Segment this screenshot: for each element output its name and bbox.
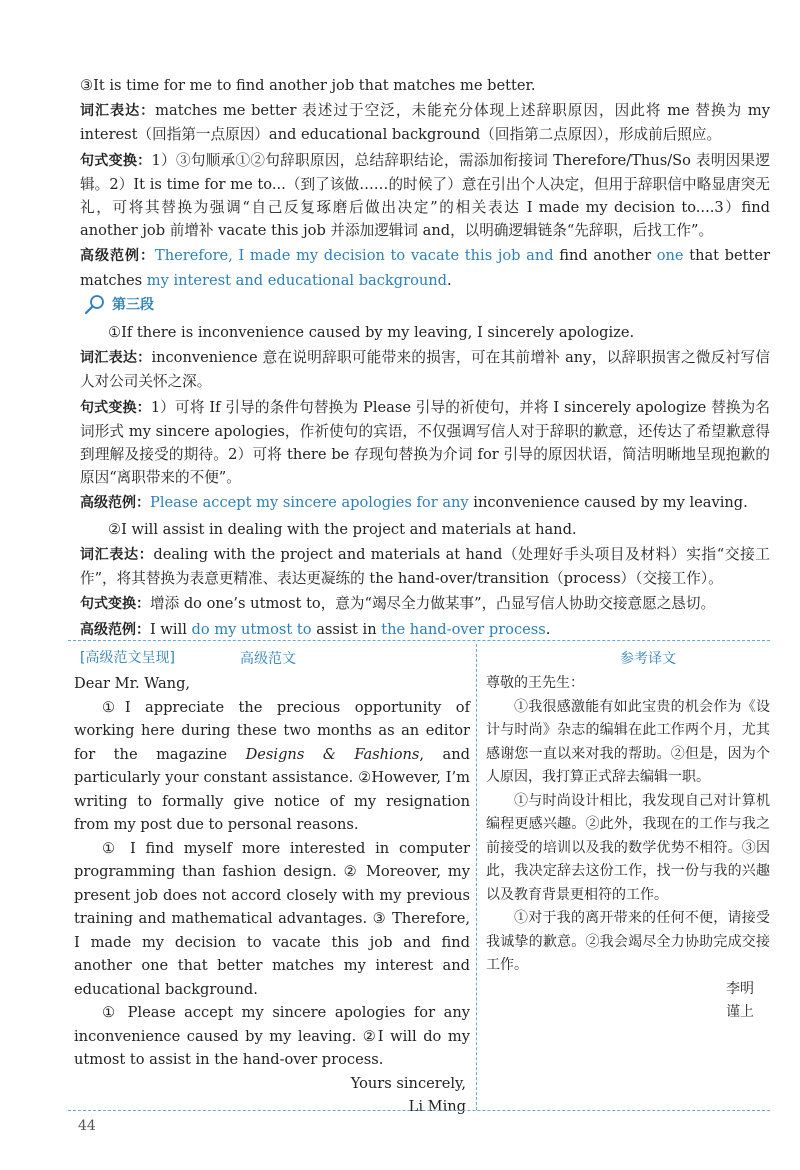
english-letter [74, 672, 470, 1119]
box-top-divider [68, 640, 770, 641]
vocab-text: inconvenience 意在说明辞职可能带来的损害，可在其前增补 any，以辞职损害之微反衬写信人对公司关怀之深。 [80, 349, 771, 391]
translation-greeting: 尊敬的王先生： [486, 675, 584, 691]
example-text: . [545, 621, 551, 639]
chinese-column-heading: 参考译文 [620, 651, 676, 667]
sentence-2: ②I will assist in dealing with the project and materials at hand. [108, 520, 577, 538]
example-highlight: do my utmost to [191, 621, 312, 639]
section-title: 第三段 [112, 296, 154, 313]
letter-closing: Yours sincerely, [350, 1074, 466, 1092]
vocab-label: 词汇表达： [80, 546, 154, 563]
syntax-text: 增添 do one’s utmost to，意为“竭尽全力做某事”，凸显写信人协助交接意愿之恳切。 [150, 595, 716, 613]
example-note [80, 491, 770, 515]
syntax-note [80, 396, 770, 490]
example-highlight: Therefore, I made my decision to vacate this job and [155, 247, 554, 265]
example-text: that better matches [80, 247, 770, 289]
letter-text: , and particularly your constant assistance. ②However, I’m writing to formally give notice of my resignation from my post due to personal reasons. [74, 745, 470, 833]
translation-closing: 谨上 [726, 1004, 754, 1020]
sentence-1: ①If there is inconvenience caused by my leaving, I sincerely apologize. [108, 324, 635, 342]
example-note [80, 244, 770, 291]
example-label: 高级范例： [80, 495, 150, 512]
letter-paragraph-2: ① I find myself more interested in computer programming than fashion design. ② Moreover, my present job does not accord closely with my previous training and mathematical advantages. ③ Therefore, I made my decision to vacate this job and find another one that better matches my interest and educational background. [74, 839, 470, 998]
example-text: find another [553, 247, 657, 265]
syntax-label: 句式变换： [80, 399, 151, 416]
showcase-title: [高级范文呈现] [80, 649, 175, 666]
vocab-label: 词汇表达： [80, 350, 152, 367]
translation-paragraph-1: ①我很感激能有如此宝贵的机会作为《设计与时尚》杂志的编辑在此工作两个月，尤其感谢您一直以来对我的帮助。②但是，因为个人原因，我打算正式辞去编辑一职。 [486, 698, 770, 785]
example-text: . [447, 271, 452, 289]
example-text: inconvenience caused by my leaving. [468, 494, 748, 512]
letter-signature: Li Ming [408, 1098, 466, 1115]
magnifier-icon [84, 294, 106, 316]
syntax-label: 句式变换： [80, 152, 152, 169]
page-number: 44 [78, 1118, 96, 1134]
example-label: 高级范例： [80, 248, 155, 265]
syntax-note [80, 592, 770, 616]
letter-paragraph-3: ① Please accept my sincere apologies for any inconvenience caused by my leaving. ②I will do my utmost to assist in the hand-over process. [74, 1004, 470, 1068]
sentence-3: ③It is time for me to find another job that matches me better. [80, 77, 536, 94]
translation-paragraph-2: ①与时尚设计相比，我发现自己对计算机编程更感兴趣。②此外，我现在的工作与我之前接受的培训以及我的数学优势不相符。③因此，我决定辞去这份工作，找一份与我的兴趣以及教育背景更相符的工作。 [486, 792, 770, 903]
syntax-text: 1）③句顺承①②句辞职原因，总结辞职结论，需添加衔接词 Therefore/Thus/So 表明因果逻辑。2）It is time for me to...（到了该做……的时候了）意在引出个人决定，但用于辞职信中略显唐突无礼，可将其替换为强调“自己反复琢磨后做出决定”的相关表达 I made my decision to....3）find another job 前增补 vacate this job 并添加逻辑词 and，以明确逻辑链条“先辞职，后找工作”。 [80, 151, 771, 240]
syntax-text: 1）可将 If 引导的条件句替换为 Please 引导的祈使句，并将 I sincerely apologize 替换为名词形式 my sincere apologies，作祈使句的宾语，不仅强调写信人对于辞职的歉意，还传达了希望歉意得到理解及接受的期待。2）可将 there be 存现句替换为介词 for 引导的原因状语，简洁明晰地呈现抱歉的原因“离职带来的不便”。 [80, 398, 770, 487]
letter-text: ①I appreciate the precious opportunity of working here during these two months as an editor for the magazine [74, 698, 470, 763]
magazine-title: Designs & Fashions [245, 745, 420, 763]
syntax-label: 句式变换： [80, 596, 150, 613]
example-text: assist in [311, 621, 382, 639]
analysis-section [80, 74, 770, 672]
translation-paragraph-3: ①对于我的离开带来的任何不便，请接受我诚挚的歉意。②我会竭尽全力协助完成交接工作。 [486, 910, 770, 973]
vocab-note [80, 543, 770, 590]
example-highlight: Please accept my sincere apologies for any [150, 494, 469, 512]
example-highlight: the hand-over process [381, 621, 546, 639]
english-column-heading: 高级范文 [240, 651, 296, 667]
vocab-note [80, 99, 770, 146]
example-highlight: one [656, 247, 684, 265]
vocab-text: matches me better 表述过于空泛，未能充分体现上述辞职原因，因此将 me 替换为 my interest（回指第一点原因）and educational background（回指第二点原因），形成前后照应。 [80, 102, 770, 144]
chinese-translation [486, 672, 770, 1025]
vocab-text: dealing with the project and materials at hand（处理好手头项目及材料）实指“交接工作”，将其替换为表意更精准、表达更凝练的 the hand-over/transition（process）（交接工作）。 [80, 545, 770, 588]
vocab-label: 词汇表达： [80, 103, 156, 120]
box-bottom-divider [68, 1110, 770, 1111]
column-divider [476, 644, 477, 1110]
translation-signature: 李明 [726, 980, 754, 997]
example-label: 高级范例： [80, 622, 150, 639]
syntax-note [80, 149, 770, 243]
letter-paragraph-1 [74, 696, 470, 837]
example-highlight: my interest and educational background [146, 271, 448, 289]
section-3-heading [84, 294, 770, 317]
letter-greeting: Dear Mr. Wang, [74, 675, 191, 692]
example-text: I will [150, 621, 192, 639]
vocab-note [80, 346, 770, 393]
